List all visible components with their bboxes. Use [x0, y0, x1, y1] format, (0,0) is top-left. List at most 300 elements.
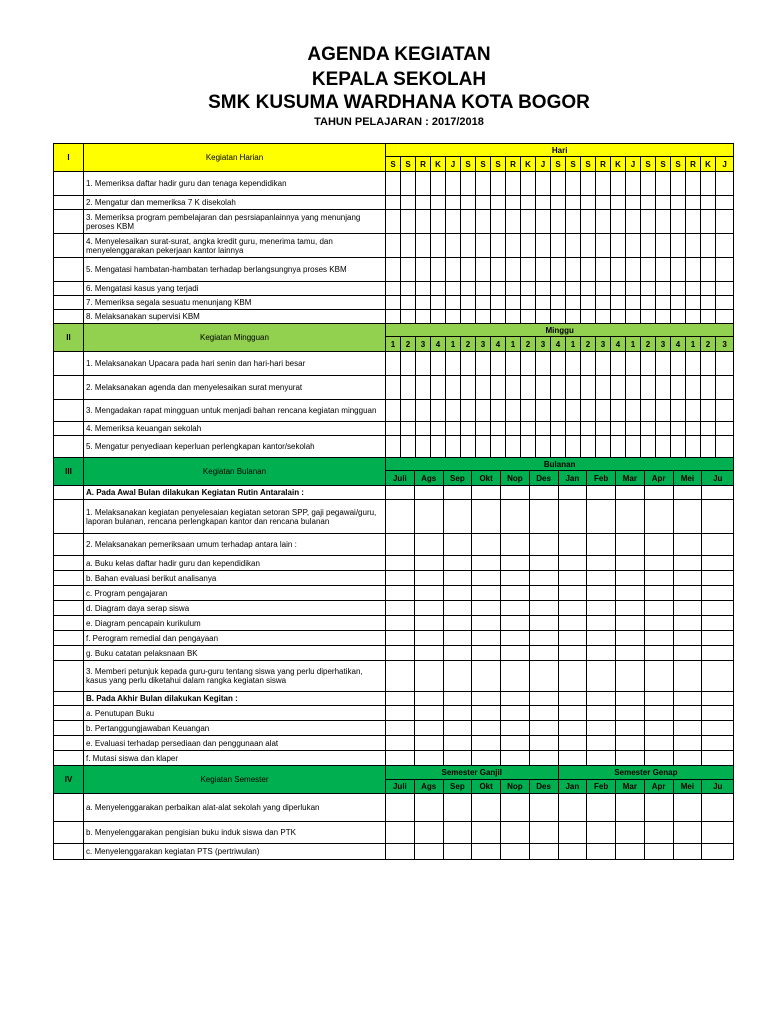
schedule-checkbox-cell[interactable] — [581, 352, 596, 376]
schedule-checkbox-cell[interactable] — [506, 400, 521, 422]
schedule-checkbox-cell[interactable] — [446, 172, 461, 196]
schedule-checkbox-cell[interactable] — [491, 422, 506, 436]
schedule-checkbox-cell[interactable] — [702, 631, 734, 646]
schedule-checkbox-cell[interactable] — [644, 844, 673, 860]
schedule-checkbox-cell[interactable] — [701, 436, 716, 458]
schedule-checkbox-cell[interactable] — [446, 376, 461, 400]
schedule-checkbox-cell[interactable] — [472, 844, 501, 860]
schedule-checkbox-cell[interactable] — [506, 210, 521, 234]
schedule-checkbox-cell[interactable] — [611, 234, 626, 258]
schedule-checkbox-cell[interactable] — [702, 571, 734, 586]
schedule-checkbox-cell[interactable] — [536, 282, 551, 296]
schedule-checkbox-cell[interactable] — [461, 296, 476, 310]
schedule-checkbox-cell[interactable] — [529, 661, 558, 692]
schedule-checkbox-cell[interactable] — [414, 721, 443, 736]
schedule-checkbox-cell[interactable] — [626, 234, 641, 258]
schedule-checkbox-cell[interactable] — [461, 376, 476, 400]
schedule-checkbox-cell[interactable] — [656, 172, 671, 196]
schedule-checkbox-cell[interactable] — [443, 534, 472, 556]
schedule-checkbox-cell[interactable] — [686, 234, 701, 258]
schedule-checkbox-cell[interactable] — [626, 196, 641, 210]
schedule-checkbox-cell[interactable] — [686, 352, 701, 376]
schedule-checkbox-cell[interactable] — [558, 822, 587, 844]
schedule-checkbox-cell[interactable] — [644, 736, 673, 751]
schedule-checkbox-cell[interactable] — [671, 400, 686, 422]
schedule-checkbox-cell[interactable] — [401, 296, 416, 310]
schedule-checkbox-cell[interactable] — [587, 616, 616, 631]
schedule-checkbox-cell[interactable] — [644, 586, 673, 601]
schedule-checkbox-cell[interactable] — [558, 500, 587, 534]
schedule-checkbox-cell[interactable] — [446, 258, 461, 282]
schedule-checkbox-cell[interactable] — [506, 352, 521, 376]
schedule-checkbox-cell[interactable] — [587, 794, 616, 822]
schedule-checkbox-cell[interactable] — [386, 794, 415, 822]
schedule-checkbox-cell[interactable] — [596, 436, 611, 458]
schedule-checkbox-cell[interactable] — [414, 844, 443, 860]
schedule-checkbox-cell[interactable] — [472, 616, 501, 631]
schedule-checkbox-cell[interactable] — [566, 172, 581, 196]
schedule-checkbox-cell[interactable] — [686, 282, 701, 296]
schedule-checkbox-cell[interactable] — [386, 172, 401, 196]
schedule-checkbox-cell[interactable] — [566, 436, 581, 458]
schedule-checkbox-cell[interactable] — [476, 352, 491, 376]
schedule-checkbox-cell[interactable] — [401, 422, 416, 436]
schedule-checkbox-cell[interactable] — [386, 310, 401, 324]
schedule-checkbox-cell[interactable] — [671, 282, 686, 296]
schedule-checkbox-cell[interactable] — [686, 296, 701, 310]
schedule-checkbox-cell[interactable] — [491, 282, 506, 296]
schedule-checkbox-cell[interactable] — [558, 556, 587, 571]
schedule-checkbox-cell[interactable] — [506, 196, 521, 210]
schedule-checkbox-cell[interactable] — [386, 436, 401, 458]
schedule-checkbox-cell[interactable] — [644, 571, 673, 586]
schedule-checkbox-cell[interactable] — [521, 422, 536, 436]
schedule-checkbox-cell[interactable] — [476, 400, 491, 422]
schedule-checkbox-cell[interactable] — [386, 721, 415, 736]
schedule-checkbox-cell[interactable] — [581, 196, 596, 210]
schedule-checkbox-cell[interactable] — [416, 400, 431, 422]
schedule-checkbox-cell[interactable] — [386, 646, 415, 661]
schedule-checkbox-cell[interactable] — [529, 794, 558, 822]
schedule-checkbox-cell[interactable] — [673, 794, 702, 822]
schedule-checkbox-cell[interactable] — [446, 234, 461, 258]
schedule-checkbox-cell[interactable] — [472, 486, 501, 500]
schedule-checkbox-cell[interactable] — [414, 631, 443, 646]
schedule-checkbox-cell[interactable] — [644, 631, 673, 646]
schedule-checkbox-cell[interactable] — [416, 258, 431, 282]
schedule-checkbox-cell[interactable] — [596, 376, 611, 400]
schedule-checkbox-cell[interactable] — [626, 172, 641, 196]
schedule-checkbox-cell[interactable] — [673, 486, 702, 500]
schedule-checkbox-cell[interactable] — [401, 400, 416, 422]
schedule-checkbox-cell[interactable] — [506, 376, 521, 400]
schedule-checkbox-cell[interactable] — [529, 736, 558, 751]
schedule-checkbox-cell[interactable] — [443, 616, 472, 631]
schedule-checkbox-cell[interactable] — [386, 352, 401, 376]
schedule-checkbox-cell[interactable] — [443, 822, 472, 844]
schedule-checkbox-cell[interactable] — [414, 571, 443, 586]
schedule-checkbox-cell[interactable] — [611, 400, 626, 422]
schedule-checkbox-cell[interactable] — [611, 282, 626, 296]
schedule-checkbox-cell[interactable] — [671, 376, 686, 400]
schedule-checkbox-cell[interactable] — [551, 400, 566, 422]
schedule-checkbox-cell[interactable] — [587, 631, 616, 646]
schedule-checkbox-cell[interactable] — [416, 210, 431, 234]
schedule-checkbox-cell[interactable] — [673, 661, 702, 692]
schedule-checkbox-cell[interactable] — [587, 601, 616, 616]
schedule-checkbox-cell[interactable] — [566, 310, 581, 324]
schedule-checkbox-cell[interactable] — [386, 571, 415, 586]
schedule-checkbox-cell[interactable] — [446, 296, 461, 310]
schedule-checkbox-cell[interactable] — [673, 692, 702, 706]
schedule-checkbox-cell[interactable] — [472, 556, 501, 571]
schedule-checkbox-cell[interactable] — [386, 422, 401, 436]
schedule-checkbox-cell[interactable] — [501, 616, 530, 631]
schedule-checkbox-cell[interactable] — [596, 172, 611, 196]
schedule-checkbox-cell[interactable] — [431, 172, 446, 196]
schedule-checkbox-cell[interactable] — [566, 352, 581, 376]
schedule-checkbox-cell[interactable] — [702, 721, 734, 736]
schedule-checkbox-cell[interactable] — [641, 352, 656, 376]
schedule-checkbox-cell[interactable] — [416, 376, 431, 400]
schedule-checkbox-cell[interactable] — [416, 296, 431, 310]
schedule-checkbox-cell[interactable] — [491, 400, 506, 422]
schedule-checkbox-cell[interactable] — [501, 844, 530, 860]
schedule-checkbox-cell[interactable] — [491, 352, 506, 376]
schedule-checkbox-cell[interactable] — [443, 556, 472, 571]
schedule-checkbox-cell[interactable] — [702, 661, 734, 692]
schedule-checkbox-cell[interactable] — [521, 310, 536, 324]
schedule-checkbox-cell[interactable] — [443, 601, 472, 616]
schedule-checkbox-cell[interactable] — [587, 661, 616, 692]
schedule-checkbox-cell[interactable] — [616, 822, 645, 844]
schedule-checkbox-cell[interactable] — [596, 234, 611, 258]
schedule-checkbox-cell[interactable] — [551, 234, 566, 258]
schedule-checkbox-cell[interactable] — [416, 352, 431, 376]
schedule-checkbox-cell[interactable] — [461, 436, 476, 458]
schedule-checkbox-cell[interactable] — [414, 794, 443, 822]
schedule-checkbox-cell[interactable] — [476, 296, 491, 310]
schedule-checkbox-cell[interactable] — [587, 646, 616, 661]
schedule-checkbox-cell[interactable] — [386, 556, 415, 571]
schedule-checkbox-cell[interactable] — [616, 721, 645, 736]
schedule-checkbox-cell[interactable] — [566, 400, 581, 422]
schedule-checkbox-cell[interactable] — [472, 571, 501, 586]
schedule-checkbox-cell[interactable] — [702, 556, 734, 571]
schedule-checkbox-cell[interactable] — [506, 258, 521, 282]
schedule-checkbox-cell[interactable] — [443, 571, 472, 586]
schedule-checkbox-cell[interactable] — [656, 258, 671, 282]
schedule-checkbox-cell[interactable] — [558, 721, 587, 736]
schedule-checkbox-cell[interactable] — [701, 376, 716, 400]
schedule-checkbox-cell[interactable] — [443, 500, 472, 534]
schedule-checkbox-cell[interactable] — [673, 706, 702, 721]
schedule-checkbox-cell[interactable] — [641, 296, 656, 310]
schedule-checkbox-cell[interactable] — [431, 436, 446, 458]
schedule-checkbox-cell[interactable] — [386, 692, 415, 706]
schedule-checkbox-cell[interactable] — [506, 436, 521, 458]
schedule-checkbox-cell[interactable] — [702, 794, 734, 822]
schedule-checkbox-cell[interactable] — [414, 751, 443, 766]
schedule-checkbox-cell[interactable] — [644, 646, 673, 661]
schedule-checkbox-cell[interactable] — [529, 601, 558, 616]
schedule-checkbox-cell[interactable] — [701, 234, 716, 258]
schedule-checkbox-cell[interactable] — [587, 844, 616, 860]
schedule-checkbox-cell[interactable] — [686, 310, 701, 324]
schedule-checkbox-cell[interactable] — [611, 422, 626, 436]
schedule-checkbox-cell[interactable] — [587, 571, 616, 586]
schedule-checkbox-cell[interactable] — [716, 400, 734, 422]
schedule-checkbox-cell[interactable] — [716, 234, 734, 258]
schedule-checkbox-cell[interactable] — [587, 692, 616, 706]
schedule-checkbox-cell[interactable] — [611, 172, 626, 196]
schedule-checkbox-cell[interactable] — [671, 352, 686, 376]
schedule-checkbox-cell[interactable] — [644, 661, 673, 692]
schedule-checkbox-cell[interactable] — [656, 436, 671, 458]
schedule-checkbox-cell[interactable] — [644, 721, 673, 736]
schedule-checkbox-cell[interactable] — [587, 751, 616, 766]
schedule-checkbox-cell[interactable] — [656, 282, 671, 296]
schedule-checkbox-cell[interactable] — [529, 646, 558, 661]
schedule-checkbox-cell[interactable] — [431, 258, 446, 282]
schedule-checkbox-cell[interactable] — [491, 210, 506, 234]
schedule-checkbox-cell[interactable] — [501, 601, 530, 616]
schedule-checkbox-cell[interactable] — [521, 172, 536, 196]
schedule-checkbox-cell[interactable] — [386, 751, 415, 766]
schedule-checkbox-cell[interactable] — [616, 646, 645, 661]
schedule-checkbox-cell[interactable] — [596, 258, 611, 282]
schedule-checkbox-cell[interactable] — [671, 210, 686, 234]
schedule-checkbox-cell[interactable] — [443, 692, 472, 706]
schedule-checkbox-cell[interactable] — [702, 736, 734, 751]
schedule-checkbox-cell[interactable] — [386, 736, 415, 751]
schedule-checkbox-cell[interactable] — [446, 422, 461, 436]
schedule-checkbox-cell[interactable] — [461, 234, 476, 258]
schedule-checkbox-cell[interactable] — [401, 310, 416, 324]
schedule-checkbox-cell[interactable] — [671, 234, 686, 258]
schedule-checkbox-cell[interactable] — [671, 436, 686, 458]
schedule-checkbox-cell[interactable] — [551, 310, 566, 324]
schedule-checkbox-cell[interactable] — [476, 258, 491, 282]
schedule-checkbox-cell[interactable] — [551, 296, 566, 310]
schedule-checkbox-cell[interactable] — [443, 586, 472, 601]
schedule-checkbox-cell[interactable] — [581, 436, 596, 458]
schedule-checkbox-cell[interactable] — [461, 172, 476, 196]
schedule-checkbox-cell[interactable] — [386, 661, 415, 692]
schedule-checkbox-cell[interactable] — [673, 586, 702, 601]
schedule-checkbox-cell[interactable] — [701, 422, 716, 436]
schedule-checkbox-cell[interactable] — [443, 646, 472, 661]
schedule-checkbox-cell[interactable] — [551, 352, 566, 376]
schedule-checkbox-cell[interactable] — [529, 571, 558, 586]
schedule-checkbox-cell[interactable] — [501, 500, 530, 534]
schedule-checkbox-cell[interactable] — [536, 376, 551, 400]
schedule-checkbox-cell[interactable] — [673, 736, 702, 751]
schedule-checkbox-cell[interactable] — [581, 282, 596, 296]
schedule-checkbox-cell[interactable] — [701, 400, 716, 422]
schedule-checkbox-cell[interactable] — [587, 500, 616, 534]
schedule-checkbox-cell[interactable] — [581, 234, 596, 258]
schedule-checkbox-cell[interactable] — [702, 500, 734, 534]
schedule-checkbox-cell[interactable] — [616, 751, 645, 766]
schedule-checkbox-cell[interactable] — [702, 692, 734, 706]
schedule-checkbox-cell[interactable] — [644, 822, 673, 844]
schedule-checkbox-cell[interactable] — [641, 422, 656, 436]
schedule-checkbox-cell[interactable] — [416, 172, 431, 196]
schedule-checkbox-cell[interactable] — [443, 794, 472, 822]
schedule-checkbox-cell[interactable] — [431, 296, 446, 310]
schedule-checkbox-cell[interactable] — [472, 661, 501, 692]
schedule-checkbox-cell[interactable] — [501, 646, 530, 661]
schedule-checkbox-cell[interactable] — [386, 500, 415, 534]
schedule-checkbox-cell[interactable] — [701, 210, 716, 234]
schedule-checkbox-cell[interactable] — [616, 736, 645, 751]
schedule-checkbox-cell[interactable] — [414, 706, 443, 721]
schedule-checkbox-cell[interactable] — [641, 172, 656, 196]
schedule-checkbox-cell[interactable] — [551, 376, 566, 400]
schedule-checkbox-cell[interactable] — [641, 234, 656, 258]
schedule-checkbox-cell[interactable] — [644, 486, 673, 500]
schedule-checkbox-cell[interactable] — [386, 586, 415, 601]
schedule-checkbox-cell[interactable] — [596, 400, 611, 422]
schedule-checkbox-cell[interactable] — [414, 486, 443, 500]
schedule-checkbox-cell[interactable] — [701, 296, 716, 310]
schedule-checkbox-cell[interactable] — [529, 500, 558, 534]
schedule-checkbox-cell[interactable] — [472, 646, 501, 661]
schedule-checkbox-cell[interactable] — [529, 844, 558, 860]
schedule-checkbox-cell[interactable] — [596, 422, 611, 436]
schedule-checkbox-cell[interactable] — [673, 500, 702, 534]
schedule-checkbox-cell[interactable] — [416, 282, 431, 296]
schedule-checkbox-cell[interactable] — [431, 234, 446, 258]
schedule-checkbox-cell[interactable] — [644, 556, 673, 571]
schedule-checkbox-cell[interactable] — [716, 310, 734, 324]
schedule-checkbox-cell[interactable] — [644, 534, 673, 556]
schedule-checkbox-cell[interactable] — [581, 210, 596, 234]
schedule-checkbox-cell[interactable] — [536, 296, 551, 310]
schedule-checkbox-cell[interactable] — [431, 376, 446, 400]
schedule-checkbox-cell[interactable] — [671, 422, 686, 436]
schedule-checkbox-cell[interactable] — [616, 486, 645, 500]
schedule-checkbox-cell[interactable] — [673, 751, 702, 766]
schedule-checkbox-cell[interactable] — [414, 586, 443, 601]
schedule-checkbox-cell[interactable] — [656, 296, 671, 310]
schedule-checkbox-cell[interactable] — [446, 196, 461, 210]
schedule-checkbox-cell[interactable] — [626, 296, 641, 310]
schedule-checkbox-cell[interactable] — [386, 844, 415, 860]
schedule-checkbox-cell[interactable] — [558, 844, 587, 860]
schedule-checkbox-cell[interactable] — [611, 436, 626, 458]
schedule-checkbox-cell[interactable] — [501, 822, 530, 844]
schedule-checkbox-cell[interactable] — [443, 736, 472, 751]
schedule-checkbox-cell[interactable] — [702, 822, 734, 844]
schedule-checkbox-cell[interactable] — [446, 282, 461, 296]
schedule-checkbox-cell[interactable] — [521, 400, 536, 422]
schedule-checkbox-cell[interactable] — [701, 282, 716, 296]
schedule-checkbox-cell[interactable] — [536, 400, 551, 422]
schedule-checkbox-cell[interactable] — [461, 196, 476, 210]
schedule-checkbox-cell[interactable] — [529, 706, 558, 721]
schedule-checkbox-cell[interactable] — [386, 486, 415, 500]
schedule-checkbox-cell[interactable] — [414, 500, 443, 534]
schedule-checkbox-cell[interactable] — [501, 586, 530, 601]
schedule-checkbox-cell[interactable] — [414, 822, 443, 844]
schedule-checkbox-cell[interactable] — [446, 310, 461, 324]
schedule-checkbox-cell[interactable] — [551, 282, 566, 296]
schedule-checkbox-cell[interactable] — [472, 822, 501, 844]
schedule-checkbox-cell[interactable] — [401, 352, 416, 376]
schedule-checkbox-cell[interactable] — [416, 436, 431, 458]
schedule-checkbox-cell[interactable] — [501, 534, 530, 556]
schedule-checkbox-cell[interactable] — [616, 616, 645, 631]
schedule-checkbox-cell[interactable] — [461, 210, 476, 234]
schedule-checkbox-cell[interactable] — [476, 436, 491, 458]
schedule-checkbox-cell[interactable] — [401, 436, 416, 458]
schedule-checkbox-cell[interactable] — [501, 736, 530, 751]
schedule-checkbox-cell[interactable] — [386, 196, 401, 210]
schedule-checkbox-cell[interactable] — [702, 616, 734, 631]
schedule-checkbox-cell[interactable] — [386, 534, 415, 556]
schedule-checkbox-cell[interactable] — [491, 310, 506, 324]
schedule-checkbox-cell[interactable] — [386, 258, 401, 282]
schedule-checkbox-cell[interactable] — [401, 376, 416, 400]
schedule-checkbox-cell[interactable] — [558, 706, 587, 721]
schedule-checkbox-cell[interactable] — [472, 736, 501, 751]
schedule-checkbox-cell[interactable] — [587, 736, 616, 751]
schedule-checkbox-cell[interactable] — [443, 844, 472, 860]
schedule-checkbox-cell[interactable] — [616, 571, 645, 586]
schedule-checkbox-cell[interactable] — [616, 556, 645, 571]
schedule-checkbox-cell[interactable] — [536, 172, 551, 196]
schedule-checkbox-cell[interactable] — [551, 436, 566, 458]
schedule-checkbox-cell[interactable] — [581, 376, 596, 400]
schedule-checkbox-cell[interactable] — [616, 794, 645, 822]
schedule-checkbox-cell[interactable] — [446, 436, 461, 458]
schedule-checkbox-cell[interactable] — [501, 631, 530, 646]
schedule-checkbox-cell[interactable] — [616, 534, 645, 556]
schedule-checkbox-cell[interactable] — [461, 400, 476, 422]
schedule-checkbox-cell[interactable] — [656, 400, 671, 422]
schedule-checkbox-cell[interactable] — [611, 196, 626, 210]
schedule-checkbox-cell[interactable] — [558, 616, 587, 631]
schedule-checkbox-cell[interactable] — [414, 736, 443, 751]
schedule-checkbox-cell[interactable] — [716, 436, 734, 458]
schedule-checkbox-cell[interactable] — [641, 282, 656, 296]
schedule-checkbox-cell[interactable] — [401, 210, 416, 234]
schedule-checkbox-cell[interactable] — [536, 422, 551, 436]
schedule-checkbox-cell[interactable] — [521, 436, 536, 458]
schedule-checkbox-cell[interactable] — [686, 422, 701, 436]
schedule-checkbox-cell[interactable] — [558, 646, 587, 661]
schedule-checkbox-cell[interactable] — [521, 196, 536, 210]
schedule-checkbox-cell[interactable] — [501, 706, 530, 721]
schedule-checkbox-cell[interactable] — [626, 258, 641, 282]
schedule-checkbox-cell[interactable] — [529, 534, 558, 556]
schedule-checkbox-cell[interactable] — [521, 258, 536, 282]
schedule-checkbox-cell[interactable] — [476, 282, 491, 296]
schedule-checkbox-cell[interactable] — [626, 210, 641, 234]
schedule-checkbox-cell[interactable] — [673, 534, 702, 556]
schedule-checkbox-cell[interactable] — [491, 436, 506, 458]
schedule-checkbox-cell[interactable] — [641, 210, 656, 234]
schedule-checkbox-cell[interactable] — [401, 196, 416, 210]
schedule-checkbox-cell[interactable] — [558, 601, 587, 616]
schedule-checkbox-cell[interactable] — [566, 196, 581, 210]
schedule-checkbox-cell[interactable] — [587, 721, 616, 736]
schedule-checkbox-cell[interactable] — [558, 534, 587, 556]
schedule-checkbox-cell[interactable] — [443, 486, 472, 500]
schedule-checkbox-cell[interactable] — [716, 352, 734, 376]
